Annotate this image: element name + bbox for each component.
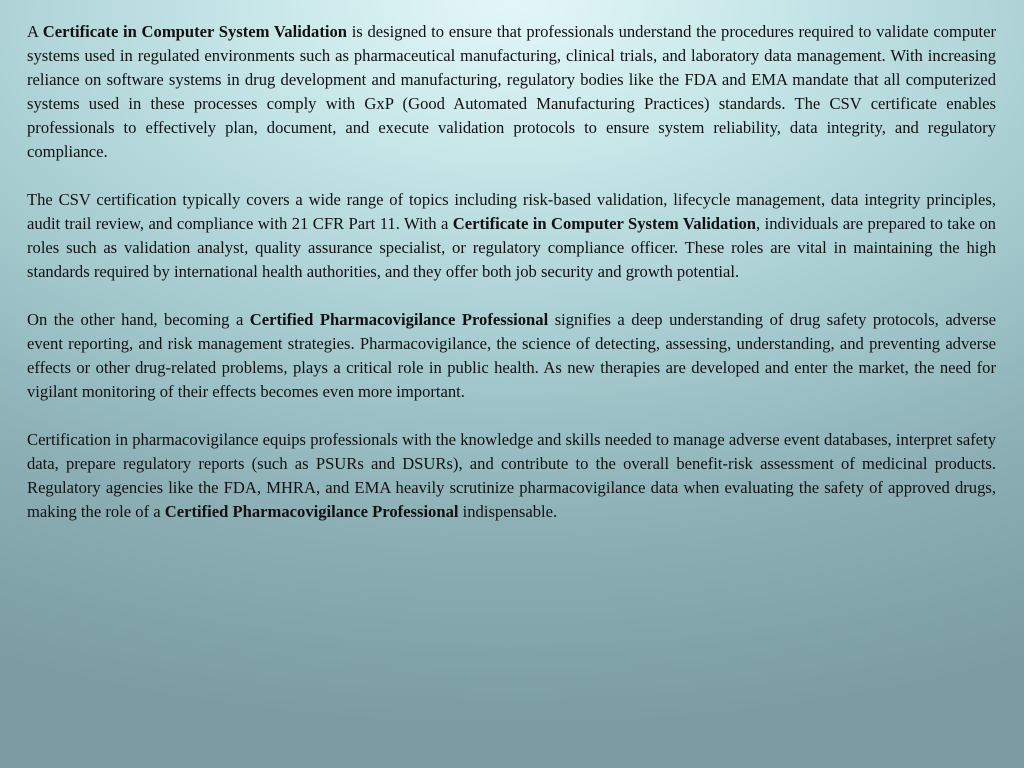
bold-term: Certificate in Computer System Validation	[452, 214, 756, 233]
bold-term: Certificate in Computer System Validation	[42, 22, 347, 41]
bold-term: Certified Pharmacovigilance Professional	[249, 310, 549, 329]
text-span: signifies a deep understanding of drug safety protocols, adverse event reporting, and risk management strategies. Pharmacovigilance, the science of detecting, assessing, understanding, and preventing adverse effects or other drug-related problems, plays a critical role in public health. As new therapies are developed and enter the market, the need for vigilant monitoring of their effects becomes even more important.	[27, 310, 996, 401]
text-span: On the other hand, becoming a	[27, 310, 250, 329]
text-span: is designed to ensure that professionals understand the procedures required to validate computer systems used in regulated environments such as pharmaceutical manufacturing, clinical trials, and laboratory data management. With increasing reliance on software systems in drug development and manufacturing, regulatory bodies like the FDA and EMA mandate that all computerized systems used in these processes comply with GxP (Good Automated Manufacturing Practices) standards. The CSV certificate enables professionals to effectively plan, document, and execute validation protocols to ensure system reliability, data integrity, and regulatory compliance.	[27, 22, 996, 161]
text-span: , individuals are prepared to take on roles such as validation analyst, quality assurance specialist, or regulatory compliance officer. These roles are vital in maintaining the high standards required by international health authorities, and they offer both job security and growth potential.	[27, 214, 996, 281]
text-span: The CSV certification typically covers a wide range of topics including risk-based validation, lifecycle management, data integrity principles, audit trail review, and compliance with 21 CFR Part 11. With a	[27, 190, 996, 233]
text-body	[27, 20, 996, 548]
text-span: Certification in pharmacovigilance equips professionals with the knowledge and skills needed to manage adverse event databases, interpret safety data, prepare regulatory reports (such as PSURs and DSURs), and contribute to the overall benefit-risk assessment of medicinal products. Regulatory agencies like the FDA, MHRA, and EMA heavily scrutinize pharmacovigilance data when evaluating the safety of approved drugs, making the role of a	[27, 430, 996, 521]
text-span: indispensable.	[458, 502, 558, 521]
bold-term: Certified Pharmacovigilance Professional	[164, 502, 459, 521]
paragraph-pv-intro	[27, 308, 996, 404]
paragraph-pv-certification	[27, 428, 996, 524]
paragraph-csv-topics	[27, 188, 996, 284]
text-span: A	[27, 22, 43, 41]
paragraph-csv-intro	[27, 20, 996, 164]
